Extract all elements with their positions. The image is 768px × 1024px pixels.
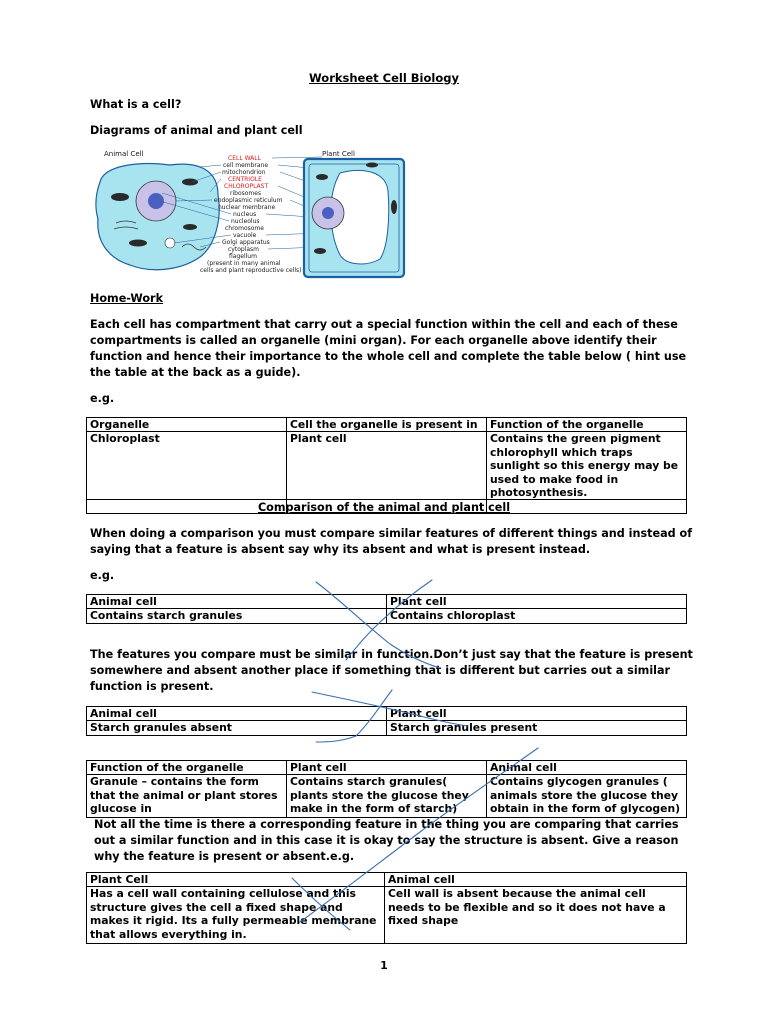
table-header-cell: Plant cell <box>287 761 487 775</box>
comparison-paragraph-3: Not all the time is there a corresponding feature in the thing you are comparing that carries out a similar function and in this case it is okay to say the structure is absent. Give a reason why the feature is present or absent.e.g. <box>94 818 679 863</box>
table-row <box>87 432 687 500</box>
mitochondrion-shape <box>111 193 129 201</box>
comparison-paragraph: When doing a comparison you must compare similar features of different things and instead of saying that a feature is absent say why its absent and what is present instead. <box>90 527 693 556</box>
chloroplast-shape <box>391 200 397 214</box>
label-flagellum-note-1: (present in many animal <box>207 260 281 267</box>
table-header-cell: Function of the organelle <box>487 418 687 432</box>
table-cell: Contains chloroplast <box>387 609 687 623</box>
table-header-row <box>87 873 687 887</box>
animal-cell-title: Animal Cell <box>104 150 144 158</box>
table-cell: Starch granules absent <box>87 721 387 735</box>
cell-diagram <box>90 147 420 287</box>
table-cell: Starch granules present <box>387 721 687 735</box>
plant-nucleolus <box>322 207 334 219</box>
good-comparison-table <box>86 760 687 818</box>
label-flagellum: flagellum <box>229 253 257 260</box>
page-title: Worksheet Cell Biology <box>309 71 459 85</box>
page-number: 1 <box>380 959 388 972</box>
label-flagellum-note-2: cells and plant reproductive cells) <box>200 267 302 274</box>
table-cell: Plant cell <box>287 432 487 500</box>
homework-paragraph: Each cell has compartment that carry out a special function within the cell and each of these compartments is called an organelle (mini organ). For each organelle above identify their function and hence their importance to the whole cell and complete the table below ( hint use the table at the back as a guide). <box>90 318 687 379</box>
comparison-paragraph-2: The features you compare must be similar in function.Don’t just say that the feature is present somewhere and absent another place if something that is different but carries out a similar function is present. <box>90 648 693 693</box>
table-header-cell: Plant Cell <box>87 873 385 887</box>
vacuole-shape <box>165 238 175 248</box>
label-vacuole: vacuole <box>233 232 257 239</box>
animal-nucleolus <box>148 193 164 209</box>
table-header-row <box>87 707 687 721</box>
table-header-cell: Function of the organelle <box>87 761 287 775</box>
chloroplast-shape <box>366 163 378 168</box>
table-row <box>87 721 687 735</box>
label-endoplasmic-reticulum: endoplasmic reticulum <box>214 197 283 204</box>
label-centriole: CENTRIOLE <box>228 176 262 183</box>
label-cell-membrane: cell membrane <box>223 162 269 169</box>
label-chloroplast: CHLOROPLAST <box>224 183 269 190</box>
table-cell: Has a cell wall containing cellulose and this structure gives the cell a fixed shape and makes it rigid. Its a fully permeable membrane that allows everything in. <box>87 887 385 944</box>
bad-comparison-table-2 <box>86 706 687 736</box>
comparison-eg: e.g. <box>90 569 115 582</box>
comparison-heading: Comparison of the animal and plant cell <box>257 501 511 514</box>
label-cytoplasm: cytoplasm <box>228 246 259 253</box>
homework-eg: e.g. <box>90 392 115 405</box>
table-cell: Contains starch granules( plants store the glucose they make in the form of starch) <box>287 775 487 818</box>
table-header-cell: Organelle <box>87 418 287 432</box>
label-nuclear-membrane: nuclear membrane <box>218 204 276 211</box>
table-cell: Contains glycogen granules ( animals store the glucose they obtain in the form of glycogen) <box>487 775 687 818</box>
cell-wall-table <box>86 872 687 944</box>
table-header-row <box>87 595 687 609</box>
label-mitochondrion: mitochondrion <box>222 169 266 176</box>
table-row <box>87 775 687 818</box>
label-ribosomes: ribosomes <box>230 190 262 197</box>
bad-comparison-table-1 <box>86 594 687 624</box>
table-header-cell: Animal cell <box>385 873 687 887</box>
chloroplast-shape <box>314 248 326 254</box>
chloroplast-shape <box>316 174 328 180</box>
diagram-heading: Diagrams of animal and plant cell <box>90 124 303 137</box>
mitochondrion-shape <box>129 240 147 247</box>
cell-diagram-illustration <box>90 147 420 287</box>
table-row <box>87 609 687 623</box>
label-nucleus: nucleus <box>233 211 257 218</box>
table-header-cell: Animal cell <box>87 595 387 609</box>
label-nucleolus: nucleolus <box>231 218 260 225</box>
plant-cell-title: Plant Cell <box>322 150 355 158</box>
label-golgi-apparatus: Golgi apparatus <box>222 239 270 246</box>
table-header-cell: Plant cell <box>387 595 687 609</box>
label-cell-wall: CELL WALL <box>228 155 261 162</box>
table-cell: Cell wall is absent because the animal cell needs to be flexible and so it does not have a fixed shape <box>385 887 687 944</box>
table-cell: Contains the green pigment chlorophyll which traps sunlight so this energy may be used to make food in photosynthesis. <box>487 432 687 500</box>
table-header-cell: Animal cell <box>487 761 687 775</box>
table-cell: Contains starch granules <box>87 609 387 623</box>
table-header-row <box>87 418 687 432</box>
mitochondrion-shape <box>182 179 198 186</box>
table-header-row <box>87 761 687 775</box>
table-header-cell: Cell the organelle is present in <box>287 418 487 432</box>
table-header-cell: Plant cell <box>387 707 687 721</box>
label-chromosome: chromosome <box>225 225 264 232</box>
table-cell: Chloroplast <box>87 432 287 500</box>
table-cell: Granule – contains the form that the animal or plant stores glucose in <box>87 775 287 818</box>
homework-heading: Home-Work <box>90 292 164 305</box>
question-what-is-a-cell: What is a cell? <box>90 98 182 111</box>
table-row <box>87 887 687 944</box>
table-header-cell: Animal cell <box>87 707 387 721</box>
mitochondrion-shape <box>183 224 197 230</box>
